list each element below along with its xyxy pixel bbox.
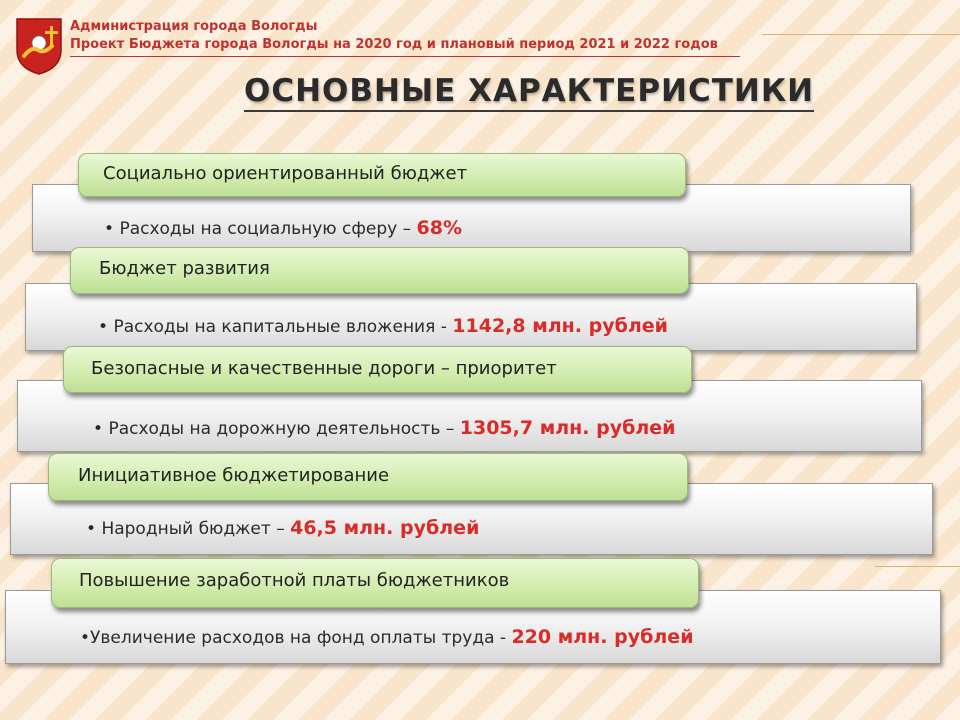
bullet-text: Увеличение расходов на фонд оплаты труда - — [90, 628, 512, 648]
decorative-rule — [875, 566, 960, 567]
bullet-text: Расходы на социальную сферу – — [119, 219, 417, 239]
bullet-text: Народный бюджет – — [101, 519, 291, 539]
decorative-rule — [762, 34, 960, 35]
section-heading: Бюджет развития — [70, 247, 689, 294]
bullet-mark: • — [80, 628, 91, 648]
section-bullet — [86, 517, 479, 540]
page-title: ОСНОВНЫЕ ХАРАКТЕРИСТИКИ — [244, 72, 814, 112]
header-organization: Администрация города Вологды — [70, 19, 318, 34]
section-bullet — [104, 217, 462, 240]
bullet-mark: • — [93, 419, 104, 439]
highlight-value: 46,5 млн. рублей — [290, 517, 480, 539]
bullet-text: Расходы на капитальные вложения - — [113, 317, 453, 337]
highlight-value: 220 млн. рублей — [511, 626, 694, 648]
section-heading: Социально ориентированный бюджет — [78, 153, 686, 197]
bullet-mark: • — [86, 519, 97, 539]
section-heading: Повышение заработной платы бюджетников — [51, 558, 699, 608]
section-heading: Безопасные и качественные дороги – приоритет — [63, 346, 692, 393]
highlight-value: 1142,8 млн. рублей — [452, 315, 668, 337]
vologda-coat-of-arms-icon — [14, 16, 64, 76]
header-project: Проект Бюджета города Вологды на 2020 год и плановый период 2021 и 2022 годов — [70, 36, 740, 57]
highlight-value: 68% — [416, 217, 462, 239]
bullet-text: Расходы на дорожную деятельность – — [108, 419, 460, 439]
section-bullet — [93, 417, 675, 440]
highlight-value: 1305,7 млн. рублей — [459, 417, 676, 439]
bullet-mark: • — [104, 219, 115, 239]
section-bullet — [98, 315, 668, 338]
section-bullet — [80, 626, 694, 649]
section-heading: Инициативное бюджетирование — [48, 453, 688, 501]
bullet-mark: • — [98, 317, 109, 337]
presentation-header — [70, 18, 740, 57]
